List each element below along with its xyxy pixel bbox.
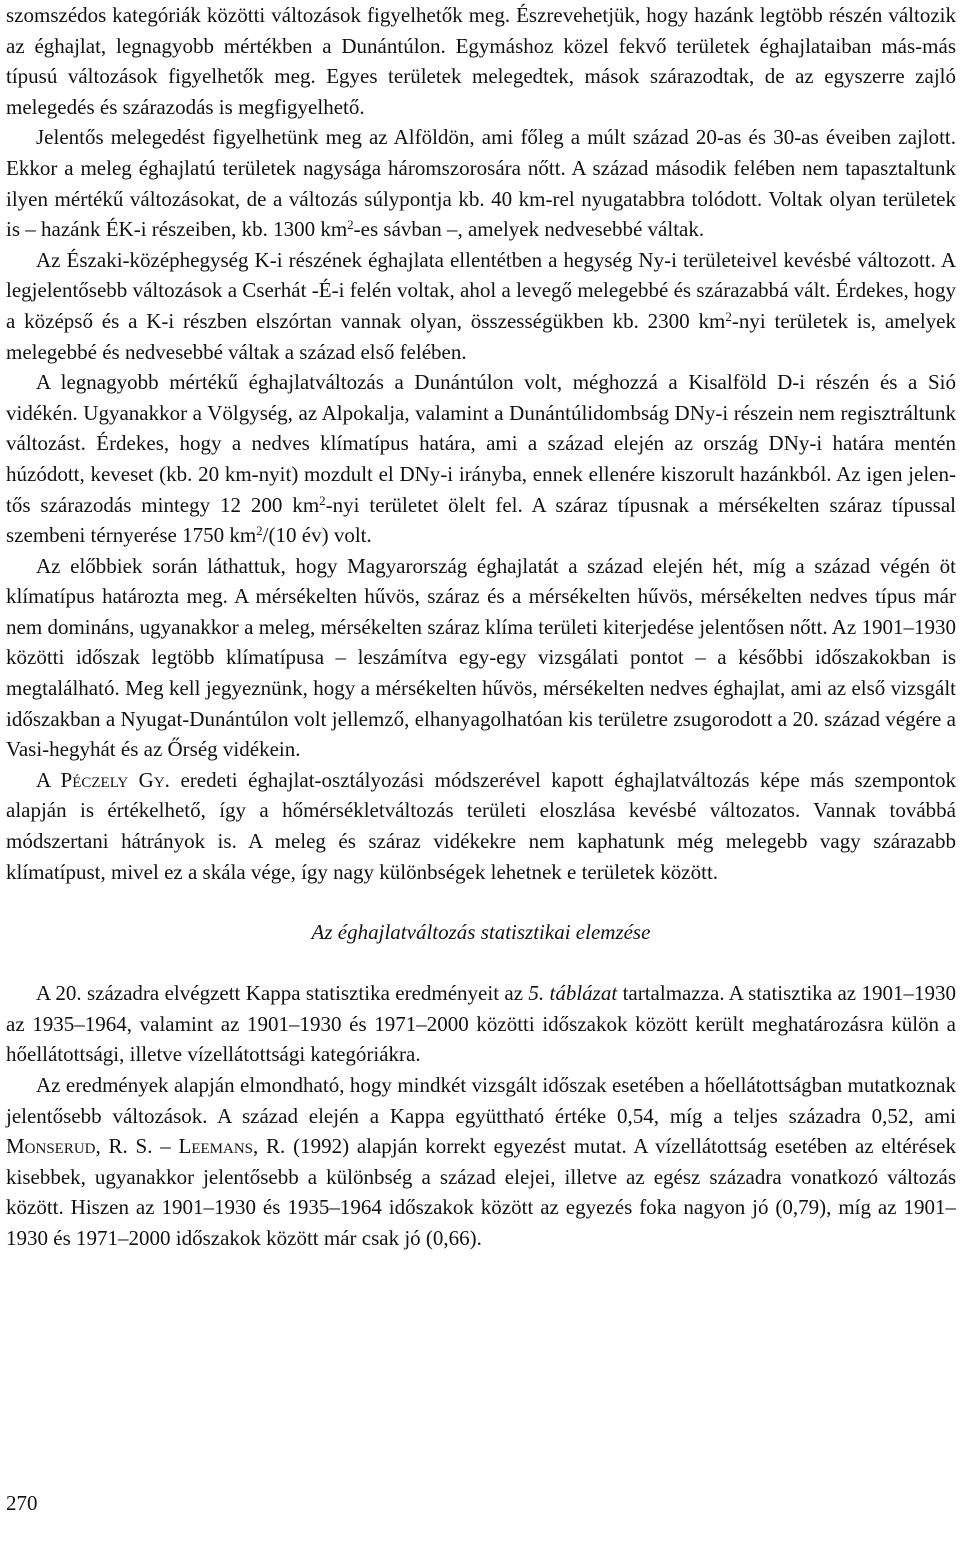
section-heading: Az éghajlatváltozás statisztikai elemzése [311, 920, 651, 945]
paragraph-text: /(10 év) volt. [262, 523, 372, 548]
paragraph-text: , R. (1992) alapján korrekt egyezést mutat. A vízellátottság esetében az eltérések kisebbek, ugyanakkor jelentősebb a különbség a század elejei, illetve az egész századra vonatkozó változás között. Hiszen az 1901–1930 és 1935–1964 időszakok között az egyezés foka nagyon jó (0,79), míg az 1901–1930 és 1971–2000 időszakok között már csak jó (0,66). [6, 1134, 956, 1250]
paragraph-results [6, 1070, 956, 1254]
paragraph-text: Az eredmények alapján elmondható, hogy mindkét vizsgált időszak esetében a hőellátottságban mutatkoznak jelentősebb változások. A század elején a Kappa együttható értéke 0,54, míg a teljes századra 0,52, ami [6, 1073, 956, 1128]
paragraph-alfold-warming [6, 122, 956, 244]
page-number: 270 [6, 1491, 38, 1515]
paragraph-text: eredeti éghajlat-osztályozási módszerével kapott éghajlatváltozás képe más szempontok alapján is értékelhető, így a hőmérsékletváltozás területi eloszlása kevésbé változatos. Vannak továbbá módszertani hátrányok is. A meleg és száraz vidékekre nem kaphatunk még melegebb vagy szárazabb klímatípust, mivel ez a skála vége, így nagy különbségek lehetnek e területek között. [6, 767, 956, 884]
document-page [6, 0, 956, 1254]
superscript: 2 [319, 492, 326, 508]
superscript: 2 [256, 523, 263, 539]
author-name: Monserud [6, 1134, 96, 1159]
paragraph-climate-types-summary: Az előbbiek során láthattuk, hogy Magyarország éghajlatát a század elején hét, míg a század végén öt klímatípus határozta meg. A mérsékelten hűvös, száraz és a mérsékelten hűvös, mérsékelten nedves típus már nem domináns, ugyanakkor a meleg, mérsékelten száraz klíma területi kiterjedése jelentősen nőtt. Az 1901–1930 közötti időszak legtöbb klímatípusa – leszámítva egy-egy vizsgálati pontot – a későbbi időszakokban is megtalálható. Meg kell jegyeznünk, hogy a mérsékelten hűvös, mérsékelten nedves éghajlat, ami az első vizsgált időszakban a Nyugat-Dunántúlon volt jellemző, elhanyagolhatóan kis területre zsugorodott a 20. század végére a Vasi-hegyhát és az Őrség vidékein. [6, 553, 956, 762]
paragraph-text: A [36, 767, 61, 792]
superscript: 2 [347, 217, 354, 233]
paragraph-peczely-method [6, 765, 956, 887]
paragraph-text: -es sávban –, amelyek nedvesebbé váltak. [353, 217, 705, 242]
author-name: Péczely Gy. [60, 767, 170, 792]
author-name: Leemans [178, 1134, 254, 1159]
paragraph-text: , R. S. – [95, 1134, 179, 1159]
paragraph-eszaki-kozephegyseg [6, 245, 956, 367]
table-reference: 5. táblázat [528, 981, 618, 1006]
paragraph-dunantul-change [6, 367, 956, 551]
paragraph-text: -nyi területek is, amelyek melegebbé és nedvesebbé váltak a század első felében. [6, 308, 956, 364]
paragraph-text: tartalmazza. A statisztika az 1901–1930 az 1935–1964, valamint az 1901–1930 és 1971–2000 közötti időszakok között került meghatározásra külön a hőellátottsági, illetve vízellátottsági kategóriákra. [6, 981, 956, 1067]
paragraph-text: Jelentős melegedést figyelhetünk meg az Alföldön, ami főleg a múlt század 20-as és 30-as éveiben zajlott. Ekkor a meleg éghajlatú területek nagysága háromszorosára nőtt. A század második felében nem tapasztaltunk ilyen mértékű változásokat, de a változás súlypontja kb. 40 km-rel nyugatabbra tolódott. Voltak olyan területek is – hazánk ÉK-i részeiben, kb. 1300 km [6, 125, 956, 242]
paragraph-text: A legnagyobb mértékű éghajlatváltozás a Dunántúlon volt, méghozzá a Kisalföld D-i részén és a Sió vidékén. Ugyanakkor a Völgység, az Alpokalja, valamint a Dunántúlidombság DNy-i részein nem regisztráltunk változást. Érdekes, hogy a nedves klímatípus határa, ami a század elején az ország DNy-i határa mentén húzódott, keveset (kb. 20 km-nyit) mozdult el DNy-i irányba, ennek ellenére kiszorult hazánkból. Az igen jelentős szárazodás mintegy 12 200 km [6, 370, 956, 517]
paragraph-text: A 20. századra elvégzett Kappa statisztika eredményeit az [36, 981, 529, 1006]
superscript: 2 [725, 308, 732, 324]
paragraph-climate-change-regions: szomszédos kategóriák közötti változások figyelhetők meg. Észrevehetjük, hogy hazánk legtöbb részén változik az éghajlat, legnagyobb mértékben a Dunántúlon. Egymáshoz közel fekvő területek éghajlataiban más-más típusú változások figyelhetők meg. Egyes területek melegedtek, mások szárazodtak, de az egyszerre zajló melegedés és szárazodás is megfigyelhető. [6, 3, 956, 119]
paragraph-text: Az Északi-középhegység K-i részének éghajlata ellentétben a hegység Ny-i területeivel kevésbé változott. A legjelentősebb változások a Cserhát -É-i felén voltak, ahol a levegő melegebbé és szárazabbá vált. Érdekes, hogy a középső és a K-i részben elszórtan vannak olyan, összességükben kb. 2300 km [6, 247, 956, 333]
paragraph-text: -nyi területet ölelt fel. A száraz típusnak a mérsékelten száraz típussal szembeni térnyerése 1750 km [6, 492, 956, 548]
paragraph-kappa-statistics [6, 978, 956, 1070]
